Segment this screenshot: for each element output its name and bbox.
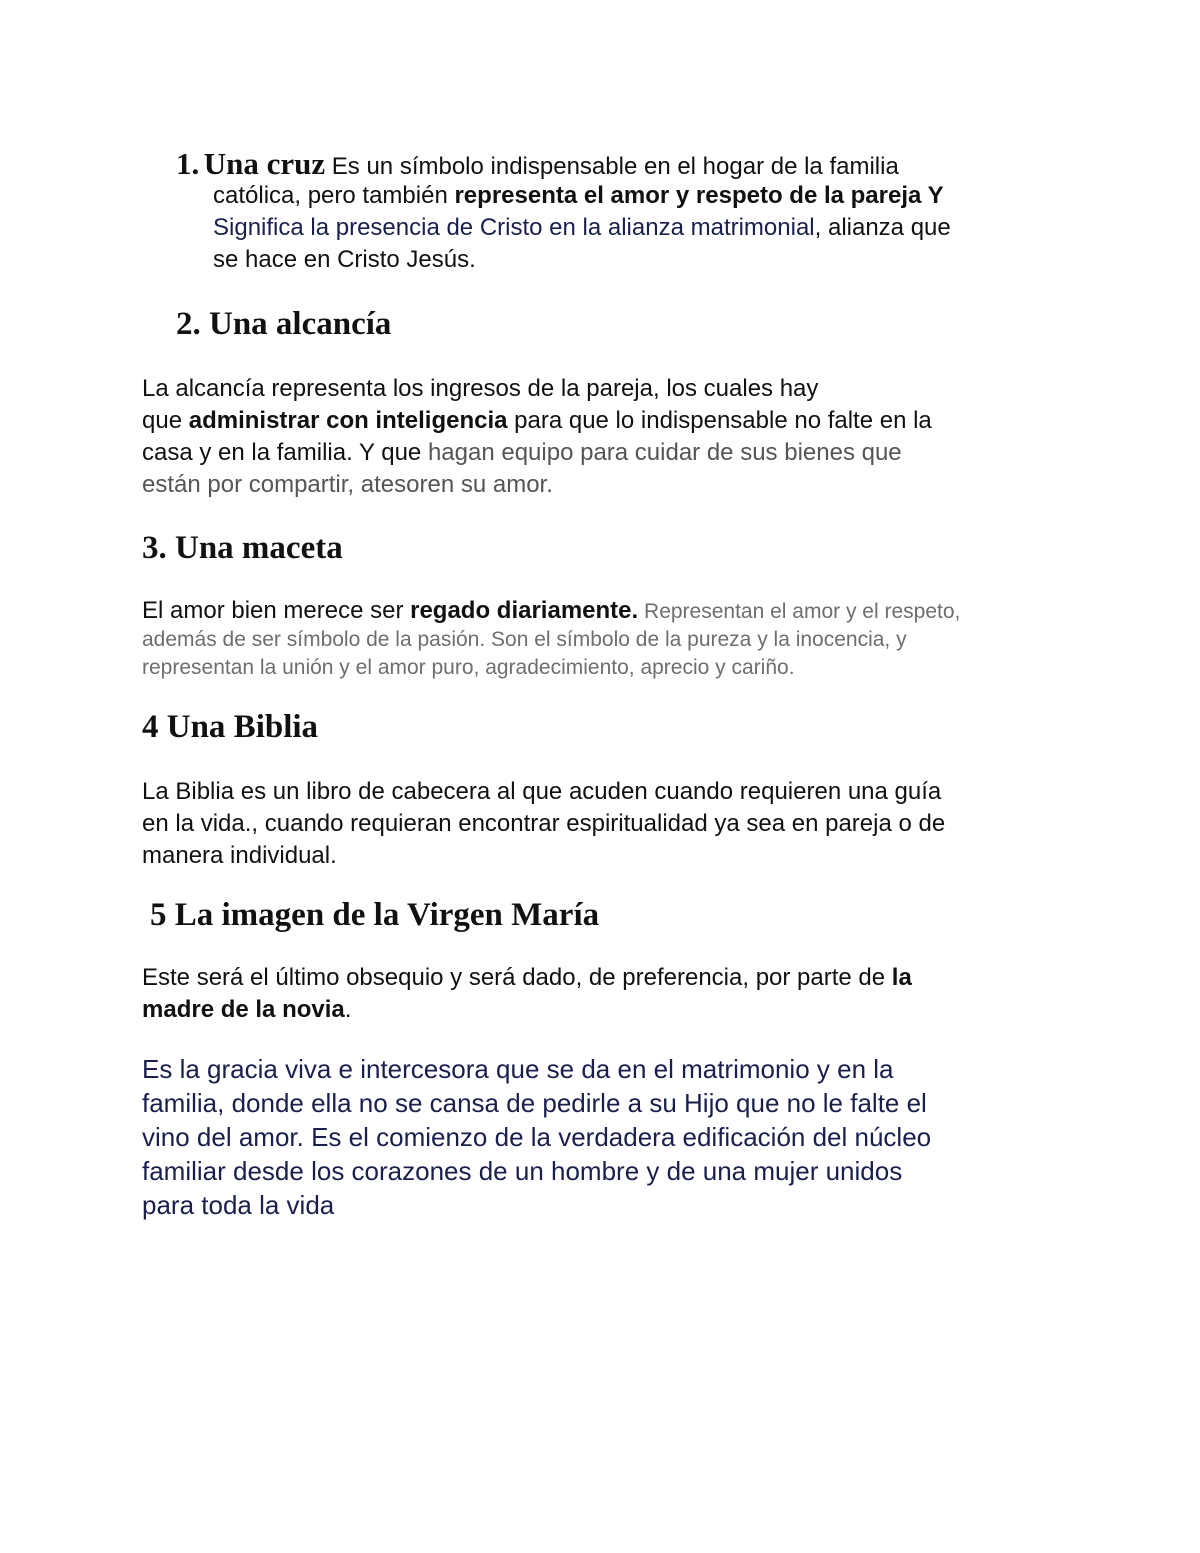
body-text: se hace en Cristo Jesús. <box>213 246 476 273</box>
closing-paragraph <box>142 1052 1082 1222</box>
section-heading: 4 Una Biblia <box>142 709 319 745</box>
body-line: familiar desde los corazones de un hombre y de una mujer unidos <box>142 1156 903 1186</box>
section-1-line-3 <box>213 212 1076 244</box>
body-line: en la vida., cuando requieran encontrar espiritualidad ya sea en pareja o de <box>142 810 946 837</box>
highlight-text: Significa la presencia de Cristo en la alianza matrimonial <box>213 214 815 241</box>
body-line: representan la unión y el amor puro, agradecimiento, aprecio y cariño. <box>142 656 795 679</box>
light-text: Representan el amor y el respeto, <box>638 600 961 623</box>
body-line <box>142 596 1082 626</box>
body-line: La alcancía representa los ingresos de la pareja, los cuales hay <box>142 375 819 402</box>
item-title: Una cruz <box>203 146 326 181</box>
section-alcancia-body <box>142 373 1072 501</box>
section-1-line-1 <box>176 146 1076 180</box>
gray-text: hagan equipo para cuidar de sus bienes que <box>427 439 902 466</box>
body-line: manera individual. <box>142 842 337 869</box>
body-text: católica, pero también <box>213 182 455 209</box>
body-line: para toda la vida <box>142 1190 335 1220</box>
body-line: La Biblia es un libro de cabecera al que acuden cuando requieren una guía <box>142 778 942 805</box>
item-text: Es un símbolo indispensable en el hogar de la familia <box>325 153 899 180</box>
emphasis-text: la <box>891 964 912 991</box>
body-line: vino del amor. Es el comienzo de la verdadera edificación del núcleo <box>142 1122 932 1152</box>
section-biblia-body <box>142 776 1072 872</box>
section-heading: 5 La imagen de la Virgen María <box>150 897 600 933</box>
section-1-line-2 <box>213 180 1076 212</box>
body-line: además de ser símbolo de la pasión. Son el símbolo de la pureza y la inocencia, y <box>142 628 907 651</box>
emphasis-text: representa el amor y respeto de la pareja Y <box>454 182 944 209</box>
section-heading: 2. Una alcancía <box>176 306 392 342</box>
emphasis-text: madre de la novia <box>142 996 345 1023</box>
emphasis-text: administrar con inteligencia <box>188 407 508 434</box>
section-1-line-4 <box>213 244 1076 276</box>
body-text: para que lo indispensable no falte en la <box>507 407 932 434</box>
body-line <box>142 962 1072 994</box>
section-virgen-body <box>142 962 1072 1026</box>
body-text: que <box>142 407 189 434</box>
body-line <box>142 405 1072 437</box>
body-line: están por compartir, atesoren su amor. <box>142 471 553 498</box>
body-line <box>142 994 1072 1026</box>
body-line: familia, donde ella no se cansa de pedirle a su Hijo que no le falte el <box>142 1088 927 1118</box>
list-number: 1. <box>176 146 200 181</box>
emphasis-text: regado diariamente. <box>410 597 639 624</box>
body-text: , alianza que <box>814 214 951 241</box>
body-text: El amor bien merece ser <box>142 597 411 624</box>
section-maceta-body <box>142 596 1082 682</box>
body-text: Este será el último obsequio y será dado, de preferencia, por parte de <box>142 964 892 991</box>
body-line: Es la gracia viva e intercesora que se da en el matrimonio y en la <box>142 1054 894 1084</box>
body-text: . <box>344 996 352 1023</box>
section-una-cruz <box>176 146 1076 276</box>
body-text: casa y en la familia. Y que <box>142 439 428 466</box>
body-line <box>142 437 1072 469</box>
section-heading: 3. Una maceta <box>142 530 343 566</box>
